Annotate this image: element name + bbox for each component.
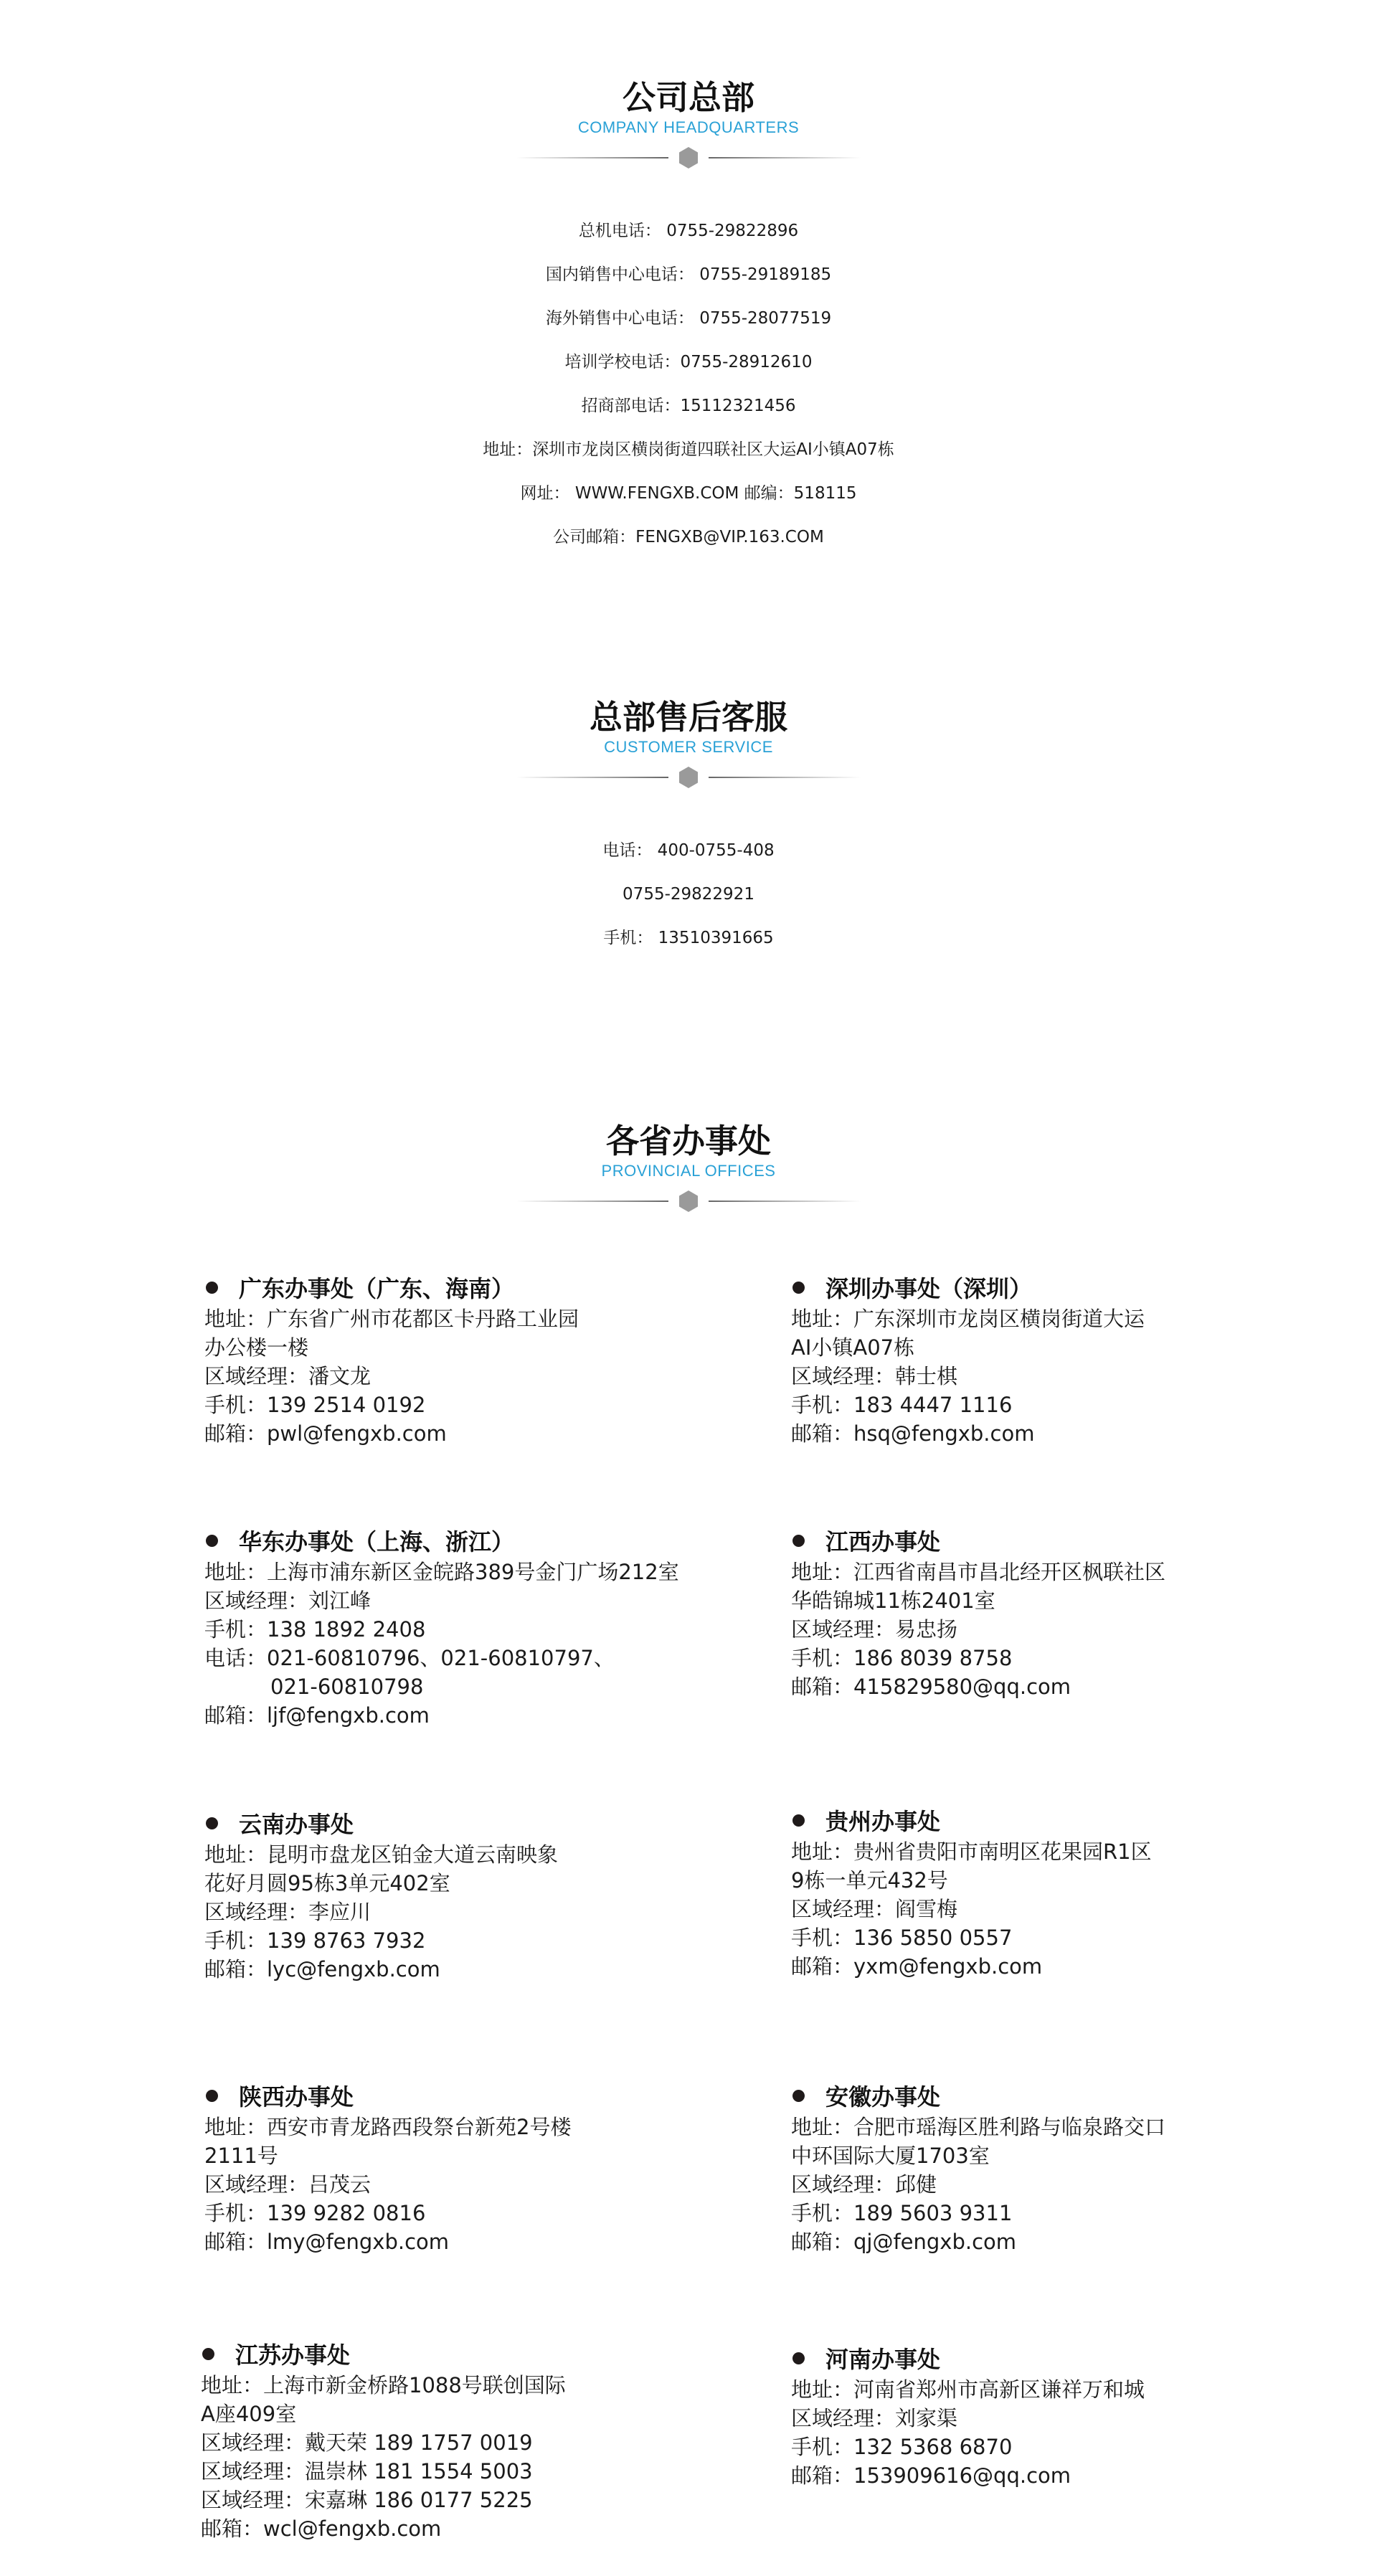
office-manager: 区域经理：刘家渠 <box>791 2406 958 2430</box>
office-card <box>791 1273 1336 1448</box>
hq-website: 网址： WWW.FENGXB.COM 邮编：518115 <box>520 484 857 503</box>
office-address: 地址：昆明市盘龙区铂金大道云南映象 <box>204 1842 559 1867</box>
office-name: 华东办事处（上海、浙江） <box>204 1526 749 1558</box>
office-card <box>791 2081 1336 2256</box>
office-email[interactable]: 邮箱：hsq@fengxb.com <box>791 1421 1035 1446</box>
office-address-cont: 办公楼一楼 <box>204 1335 309 1360</box>
cs-mobile: 手机： 13510391665 <box>603 929 774 947</box>
office-address: 地址：河南省郑州市高新区谦祥万和城 <box>791 2377 1145 2402</box>
headquarters-section <box>0 77 1377 559</box>
hq-address: 地址：深圳市龙岗区横岗街道四联社区大运AI小镇A07栋 <box>483 440 894 459</box>
office-name: 江苏办事处 <box>201 2339 746 2371</box>
bullet-icon <box>206 2090 218 2102</box>
bullet-icon <box>792 2090 805 2102</box>
office-manager: 区域经理：潘文龙 <box>204 1364 372 1388</box>
office-address-cont: 中环国际大厦1703室 <box>791 2144 990 2168</box>
section-divider <box>516 763 861 792</box>
office-name: 云南办事处 <box>204 1809 749 1840</box>
bullet-icon <box>202 2348 214 2360</box>
customer-service-info <box>0 829 1377 960</box>
office-mobile: 手机：138 1892 2408 <box>204 1617 426 1642</box>
office-email[interactable]: 邮箱：lmy@fengxb.com <box>204 2230 450 2254</box>
office-card <box>791 2344 1336 2490</box>
hq-phone-investment: 招商部电话：15112321456 <box>581 397 796 415</box>
hq-phone-domestic-sales: 国内销售中心电话： 0755-29189185 <box>545 265 832 284</box>
office-card <box>204 1273 749 1448</box>
office-address: 地址：合肥市瑶海区胜利路与临泉路交口 <box>791 2115 1166 2139</box>
provincial-offices-subtitle: PROVINCIAL OFFICES <box>601 1162 776 1180</box>
office-email[interactable]: 邮箱：153909616@qq.com <box>791 2463 1071 2488</box>
bullet-icon <box>206 1817 218 1829</box>
provincial-offices-section <box>0 1121 1377 1216</box>
office-address-cont: 9栋一单元432号 <box>791 1868 948 1893</box>
office-address-cont: AI小镇A07栋 <box>791 1335 915 1360</box>
office-address: 地址：西安市青龙路西段祭台新苑2号楼 <box>204 2115 572 2139</box>
office-mobile: 手机：132 5368 6870 <box>791 2435 1013 2459</box>
office-name: 河南办事处 <box>791 2344 1336 2375</box>
office-email[interactable]: 邮箱：yxm@fengxb.com <box>791 1954 1043 1979</box>
office-email[interactable]: 邮箱：ljf@fengxb.com <box>204 1703 430 1728</box>
office-email[interactable]: 邮箱：qj@fengxb.com <box>791 2230 1017 2254</box>
office-card <box>201 2339 746 2543</box>
office-email[interactable]: 邮箱：pwl@fengxb.com <box>204 1421 447 1446</box>
customer-service-title: 总部售后客服 <box>590 698 787 737</box>
bullet-icon <box>206 1535 218 1547</box>
hq-phone-overseas-sales: 海外销售中心电话： 0755-28077519 <box>545 309 832 328</box>
bullet-icon <box>792 2352 805 2364</box>
office-address: 地址：广东省广州市花都区卡丹路工业园 <box>204 1307 579 1331</box>
customer-service-section <box>0 697 1377 960</box>
office-address-cont: 花好月圆95栋3单元402室 <box>204 1871 450 1895</box>
office-name: 陕西办事处 <box>204 2081 749 2113</box>
bullet-icon <box>792 1814 805 1827</box>
office-mobile: 手机：189 5603 9311 <box>791 2201 1013 2225</box>
bullet-icon <box>206 1282 218 1294</box>
office-manager: 区域经理：戴天荣 189 1757 0019 <box>201 2430 533 2455</box>
office-mobile: 手机：139 9282 0816 <box>204 2201 426 2225</box>
headquarters-title: 公司总部 <box>623 78 754 117</box>
hexagon-icon <box>679 147 698 169</box>
section-divider <box>516 1187 861 1216</box>
office-manager: 区域经理：韩士棋 <box>791 1364 958 1388</box>
cs-phone: 电话： 400-0755-408 <box>602 841 775 860</box>
office-card <box>791 1806 1336 1981</box>
office-email[interactable]: 邮箱：wcl@fengxb.com <box>201 2516 442 2541</box>
office-address-cont: A座409室 <box>201 2402 297 2426</box>
customer-service-subtitle: CUSTOMER SERVICE <box>604 738 773 756</box>
office-address-cont: 2111号 <box>204 2144 278 2168</box>
office-name: 安徽办事处 <box>791 2081 1336 2113</box>
office-email[interactable]: 邮箱：lyc@fengxb.com <box>204 1957 440 1981</box>
office-card <box>204 1526 749 1730</box>
bullet-icon <box>792 1282 805 1294</box>
office-address: 地址：上海市新金桥路1088号联创国际 <box>201 2373 566 2397</box>
office-name: 深圳办事处（深圳） <box>791 1273 1336 1304</box>
section-divider <box>516 143 861 172</box>
office-name: 江西办事处 <box>791 1526 1336 1558</box>
office-address: 地址：广东深圳市龙岗区横岗街道大运 <box>791 1307 1145 1331</box>
office-mobile: 手机：139 2514 0192 <box>204 1393 426 1417</box>
hexagon-icon <box>679 1190 698 1212</box>
office-address: 地址：贵州省贵阳市南明区花果园R1区 <box>791 1839 1152 1864</box>
headquarters-info <box>0 209 1377 559</box>
office-phone: 电话：021-60810796、021-60810797、 <box>204 1646 615 1670</box>
office-mobile: 手机：136 5850 0557 <box>791 1926 1013 1950</box>
headquarters-subtitle: COMPANY HEADQUARTERS <box>577 118 800 136</box>
office-manager: 区域经理：阎雪梅 <box>791 1897 958 1921</box>
office-mobile: 手机：183 4447 1116 <box>791 1393 1013 1417</box>
office-address: 地址：江西省南昌市昌北经开区枫联社区 <box>791 1560 1166 1584</box>
office-card <box>204 2081 749 2256</box>
office-manager: 区域经理：易忠扬 <box>791 1617 958 1642</box>
hq-phone-main: 总机电话： 0755-29822896 <box>578 222 799 240</box>
office-mobile: 手机：186 8039 8758 <box>791 1646 1013 1670</box>
office-manager: 区域经理：邱健 <box>791 2172 937 2197</box>
office-card <box>204 1809 749 1984</box>
cs-phone-2: 0755-29822921 <box>623 885 754 904</box>
office-manager-2: 区域经理：温崇林 181 1554 5003 <box>201 2459 533 2483</box>
office-name: 贵州办事处 <box>791 1806 1336 1837</box>
provincial-offices-title: 各省办事处 <box>606 1122 771 1160</box>
office-manager: 区域经理：李应川 <box>204 1900 372 1924</box>
office-mobile: 手机：139 8763 7932 <box>204 1928 426 1953</box>
office-address-cont: 华皓锦城11栋2401室 <box>791 1588 995 1613</box>
office-phone-cont: 021-60810798 <box>270 1675 424 1699</box>
office-manager-3: 区域经理：宋嘉琳 186 0177 5225 <box>201 2488 533 2512</box>
hexagon-icon <box>679 767 698 788</box>
hq-phone-training: 培训学校电话：0755-28912610 <box>564 353 813 371</box>
office-manager: 区域经理：吕茂云 <box>204 2172 372 2197</box>
office-manager: 区域经理：刘江峰 <box>204 1588 372 1613</box>
office-card <box>791 1526 1336 1701</box>
hq-email: 公司邮箱：FENGXB@VIP.163.COM <box>553 528 824 546</box>
office-name: 广东办事处（广东、海南） <box>204 1273 749 1304</box>
office-email[interactable]: 邮箱：415829580@qq.com <box>791 1675 1071 1699</box>
office-address: 地址：上海市浦东新区金皖路389号金门广场212室 <box>204 1560 679 1584</box>
bullet-icon <box>792 1535 805 1547</box>
